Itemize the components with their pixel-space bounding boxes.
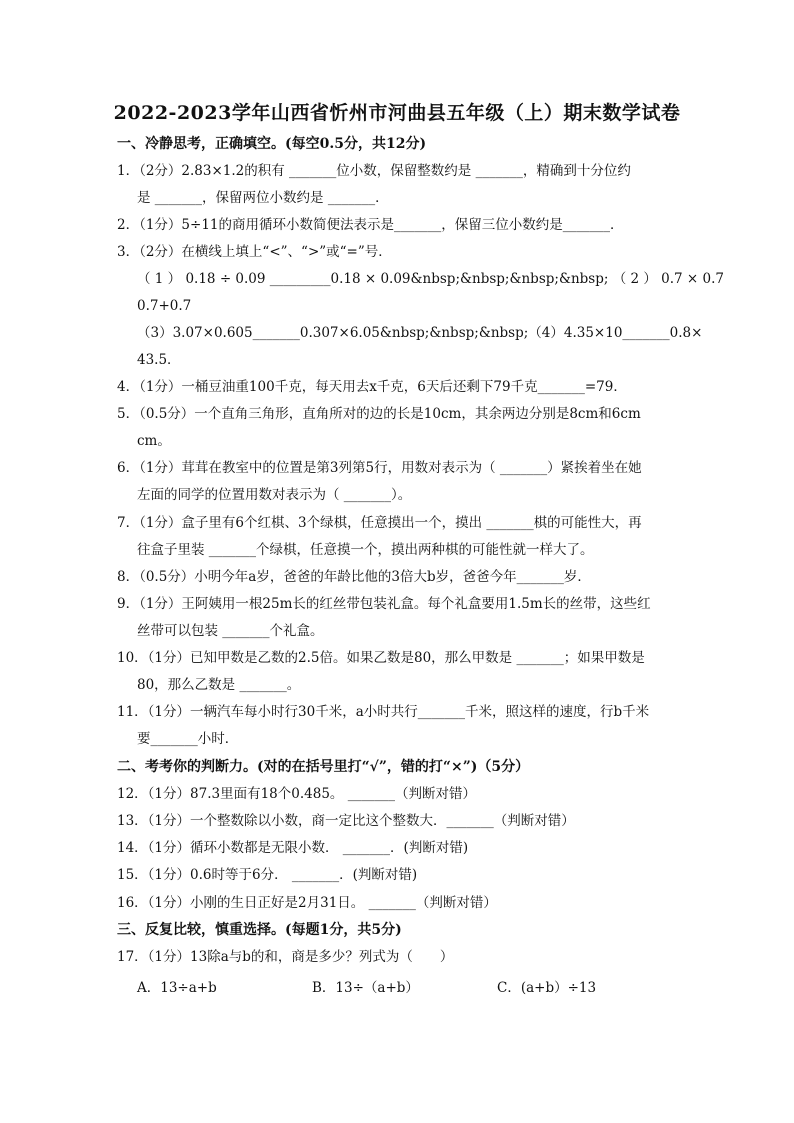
question-5: 5．（0.5分）一个直角三角形，直角所对的边的长是10cm，其余两边分别是8cm和6cm xyxy=(117,406,641,422)
choice-a: A．13÷a+b xyxy=(137,980,217,996)
question-6-cont: 左面的同学的位置用数对表示为（ _______）。 xyxy=(137,487,412,503)
question-3: 3．（2分）在横线上填上“<”、“>”或“=”号． xyxy=(117,244,392,260)
question-10-cont: 80，那么乙数是 _______。 xyxy=(137,677,301,693)
question-16: 16．（1分）小刚的生日正好是2月31日。 _______（判断对错） xyxy=(117,895,497,911)
question-17: 17．（1分）13除a与b的和，商是多少？列式为（ ） xyxy=(117,949,454,965)
question-3-part-1-cont: 0.7+0.7 xyxy=(137,298,192,314)
section-heading-2: 二、考考你的判断力。(对的在括号里打“√”，错的打“×”)（5分） xyxy=(117,759,530,775)
question-14: 14．（1分）循环小数都是无限小数． _______．(判断对错) xyxy=(117,840,469,856)
question-13: 13．（1分）一个整数除以小数，商一定比这个整数大．_______（判断对错） xyxy=(117,813,575,829)
question-10: 10．（1分）已知甲数是乙数的2.5倍。如果乙数是80，那么甲数是 _______；如果甲数是 xyxy=(117,650,645,666)
question-15: 15．（1分）0.6时等于6分． _______．(判断对错) xyxy=(117,867,418,883)
question-9-cont: 丝带可以包装 _______个礼盒。 xyxy=(137,623,324,639)
question-6: 6．（1分）茸茸在教室中的位置是第3列第5行，用数对表示为（ _______）紧挨着坐在她 xyxy=(117,460,642,476)
question-3-part-3-cont: 43.5． xyxy=(137,352,181,368)
question-8: 8．（0.5分）小明今年a岁，爸爸的年龄比他的3倍大b岁，爸爸今年_______岁． xyxy=(117,569,591,585)
section-heading-3: 三、反复比较，慎重选择。(每题1分，共5分) xyxy=(117,922,402,938)
question-7: 7．（1分）盒子里有6个红棋、3个绿棋，任意摸出一个，摸出 _______棋的可能性大，再 xyxy=(117,515,642,531)
page-title: 2022-2023学年山西省忻州市河曲县五年级（上）期末数学试卷 xyxy=(113,102,681,124)
question-3-part-1: （ 1 ） 0.18 ÷ 0.09 _________0.18 × 0.09&nbsp;&nbsp;&nbsp;&nbsp; （ 2 ） 0.7 × 0.7 xyxy=(137,271,724,287)
question-7-cont: 往盒子里装 _______个绿棋，任意摸一个，摸出两种棋的可能性就一样大了。 xyxy=(137,542,594,558)
section-heading-1: 一、冷静思考，正确填空。(每空0.5分，共12分) xyxy=(117,136,427,152)
question-11: 11．（1分）一辆汽车每小时行30千米，a小时共行_______千米，照这样的速度，行b千米 xyxy=(117,704,650,720)
question-12: 12．（1分）87.3里面有18个0.485。 _______（判断对错） xyxy=(117,786,476,802)
question-2: 2．（1分）5÷11的商用循环小数简便法表示是_______，保留三位小数约是_______． xyxy=(117,217,624,233)
question-1: 1．（2分）2.83×1.2的积有 _______位小数，保留整数约是 _______，精确到十分位约 xyxy=(117,163,631,179)
question-1-cont: 是 _______，保留两位小数约是 _______． xyxy=(137,190,389,206)
question-4: 4．（1分）一桶豆油重100千克，每天用去x千克，6天后还剩下79千克_______=79． xyxy=(117,379,627,395)
question-5-cont: cm。 xyxy=(137,433,171,449)
question-11-cont: 要_______小时． xyxy=(137,731,239,747)
question-3-part-3: （3）3.07×0.605_______0.307×6.05&nbsp;&nbsp;&nbsp;（4）4.35×10_______0.8× xyxy=(137,325,703,341)
choice-b: B．13÷（a+b） xyxy=(312,980,419,996)
question-9: 9．（1分）王阿姨用一根25m长的红丝带包装礼盒。每个礼盒要用1.5m长的丝带，这些红 xyxy=(117,596,651,612)
choice-c: C．(a+b）÷13 xyxy=(497,980,597,996)
